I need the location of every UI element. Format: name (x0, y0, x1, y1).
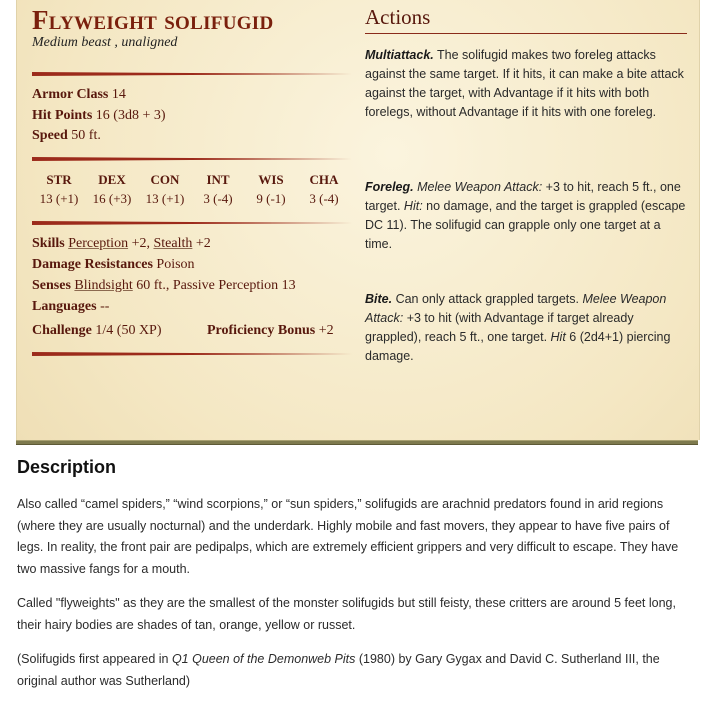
tapered-rule (32, 221, 352, 225)
senses (32, 278, 296, 294)
action-text: +3 to hit, reach 5 ft., one target. (365, 180, 681, 213)
tapered-rule (32, 157, 352, 161)
origin-paragraph (17, 649, 699, 692)
ability-value: 3 (-4) (309, 191, 339, 206)
senses-value: 60 ft., Passive Perception 13 (136, 278, 296, 293)
action-name: Foreleg. (365, 180, 414, 194)
description-paragraph: Called "flyweights" as they are the smallest of the monster solifugids but still feisty, these critters are around 5 feet long, their hairy bodies are shades of tan, orange, yellow or russet. (17, 596, 676, 632)
challenge-value: 1/4 (50 XP) (95, 323, 162, 338)
armor-class (32, 87, 126, 103)
languages-label: Languages (32, 299, 97, 314)
skill-stealth-link[interactable]: Stealth (153, 236, 193, 251)
action-text: The solifugid makes two foreleg attacks against the same target. If it hits, it can make a bite attack against the target, with Advantage if it hits with both forelegs, without Advantage if it hits with one foreleg. (365, 48, 684, 119)
origin-text: (1980) by Gary Gygax and David C. Sutherland III, the original author was Sutherland) (17, 652, 660, 688)
stat-block-bottom-border (16, 440, 698, 445)
action-name: Bite. (365, 292, 393, 306)
skill-stealth-bonus: +2 (195, 236, 211, 251)
languages-value: -- (100, 299, 110, 314)
ability-cha (299, 172, 349, 207)
damage-resistances-label: Damage Resistances (32, 257, 153, 272)
action-text: +3 to hit (with Advantage if target already grappled), reach 5 ft., one target. (365, 311, 634, 344)
challenge (32, 323, 162, 339)
ability-value: 13 (+1) (145, 191, 185, 206)
skill-perception-link[interactable]: Perception (68, 236, 129, 251)
hit-label: Hit: (403, 199, 423, 213)
languages (32, 299, 109, 315)
armor-class-value: 14 (111, 87, 126, 102)
proficiency-bonus-label: Proficiency Bonus (207, 323, 316, 338)
damage-resistances-value: Poison (156, 257, 195, 272)
ability-str (34, 172, 84, 207)
action-text: no damage, and the target is grappled (escape DC 11). The solifugid can grapple only one target at a time. (365, 199, 686, 251)
action-foreleg (365, 178, 687, 254)
monster-name: Flyweight solifugid (32, 5, 274, 35)
action-text: 6 (2d4+1) piercing damage. (365, 330, 671, 363)
ability-value: 9 (-1) (256, 191, 286, 206)
proficiency-bonus-value: +2 (318, 323, 334, 338)
action-bite (365, 290, 687, 366)
ability-name: CHA (309, 172, 339, 187)
ability-wis (246, 172, 296, 207)
speed-label: Speed (32, 128, 68, 143)
ability-con (140, 172, 190, 207)
hit-points (32, 108, 166, 124)
ability-name: STR (46, 172, 72, 187)
action-name: Multiattack. (365, 48, 434, 62)
hit-points-value: 16 (3d8 + 3) (95, 108, 166, 123)
hit-points-label: Hit Points (32, 108, 93, 123)
action-text: Can only attack grappled targets. (392, 292, 583, 306)
blindsight-link[interactable]: Blindsight (74, 278, 133, 293)
skills (32, 236, 211, 252)
ability-name: WIS (258, 172, 284, 187)
attack-type: Melee Weapon Attack: (365, 292, 667, 325)
speed (32, 128, 101, 144)
attack-type: Melee Weapon Attack: (413, 180, 543, 194)
ability-dex (87, 172, 137, 207)
ability-name: CON (150, 172, 180, 187)
challenge-label: Challenge (32, 323, 92, 338)
tapered-rule (32, 72, 352, 76)
action-multiattack (365, 46, 687, 122)
monster-type: Medium beast , unaligned (32, 35, 178, 50)
armor-class-label: Armor Class (32, 87, 109, 102)
ability-value: 3 (-4) (203, 191, 233, 206)
speed-value: 50 ft. (71, 128, 101, 143)
skill-perception-bonus: +2 (131, 236, 147, 251)
actions-heading: Actions (365, 5, 431, 29)
skills-separator: , (146, 236, 154, 251)
origin-text: (Solifugids first appeared in (17, 652, 172, 666)
hit-label: Hit (550, 330, 566, 344)
description-heading: Description (17, 457, 117, 477)
skills-label: Skills (32, 236, 65, 251)
stat-block (16, 0, 700, 440)
tapered-rule (32, 352, 352, 356)
ability-name: INT (206, 172, 230, 187)
ability-name: DEX (98, 172, 126, 187)
damage-resistances (32, 257, 195, 273)
module-title: Q1 Queen of the Demonweb Pits (171, 652, 356, 666)
ability-value: 16 (+3) (92, 191, 132, 206)
description-paragraph: Also called “camel spiders,” “wind scorpions,” or “sun spiders,” solifugids are arachnid predators found in arid regions (where they are usually nocturnal) and the underdark. Highly mobile and fast movers, they appear to have five pairs of legs. In reality, the front pair are pedipalps, which are extremely efficient grippers and very difficult to escape. They have two massive fangs for a mouth. (17, 497, 679, 576)
ability-value: 13 (+1) (39, 191, 79, 206)
senses-label: Senses (32, 278, 71, 293)
ability-int (193, 172, 243, 207)
proficiency-bonus (207, 323, 334, 339)
actions-divider (365, 33, 687, 34)
